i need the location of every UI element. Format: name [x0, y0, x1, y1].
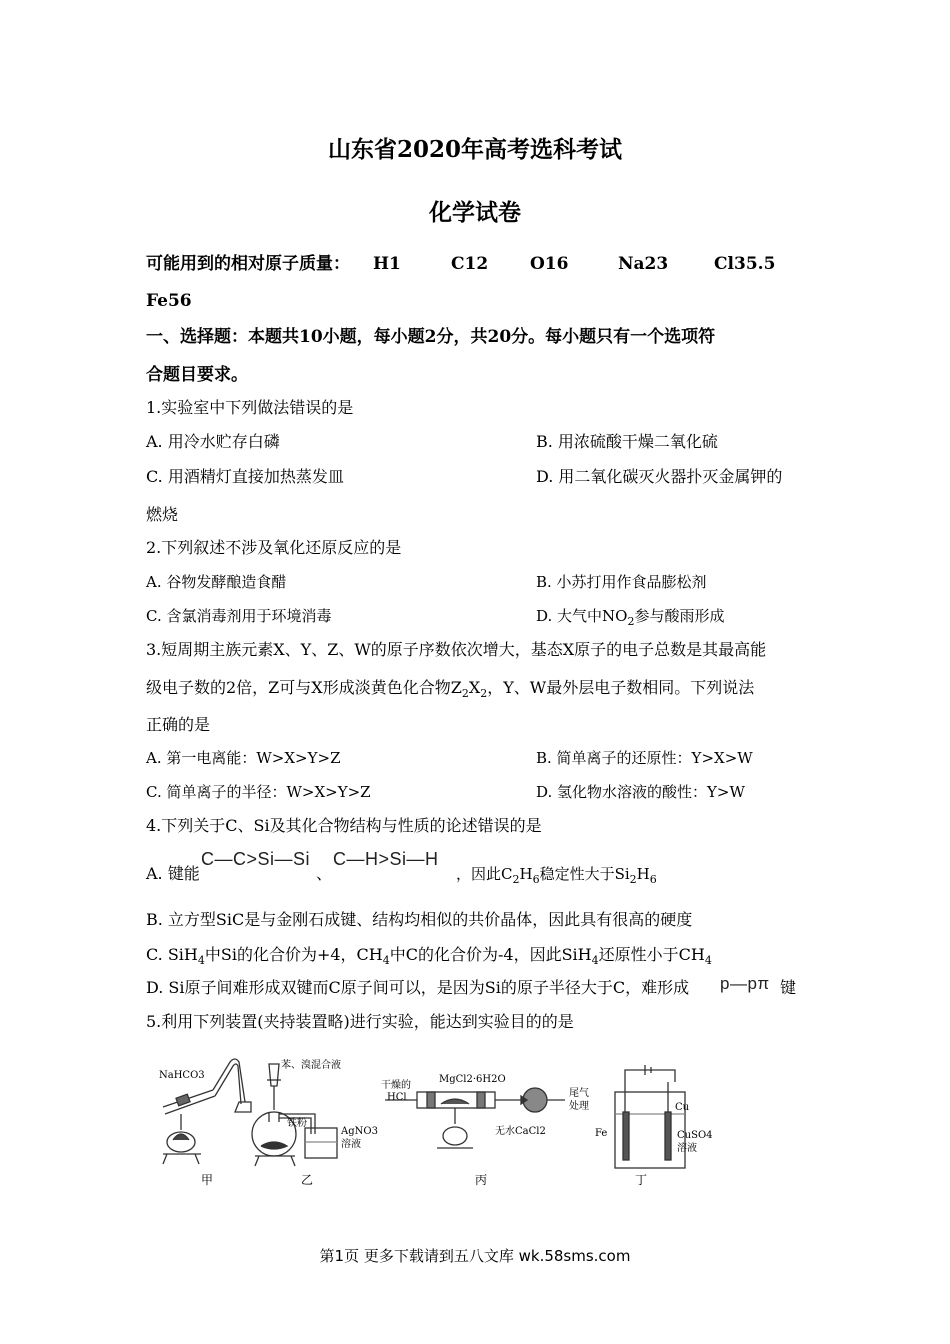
apparatus-yi — [252, 1064, 337, 1166]
label-cuso4: CuSO4 — [677, 1130, 713, 1141]
label-tail-gas: 尾气 — [569, 1088, 589, 1099]
q2-stem: 2.下列叙述不涉及氧化还原反应的是 — [146, 538, 402, 557]
q1-option-b: B. 用浓硫酸干燥二氧化硫 — [536, 432, 718, 451]
q3-option-b: B. 简单离子的还原性：Y>X>W — [536, 749, 753, 767]
label-dry: 干燥的 — [381, 1080, 411, 1091]
mass-h: H1 — [373, 254, 401, 274]
q4-option-c: C. SiH$_4$中Si的化合价为+4，$CH_4$中C的化合价为-4，因此SiH$_4$还原性小于$CH_4$ — [146, 945, 712, 967]
q3-stem-line3: 正确的是 — [146, 715, 211, 734]
q3-stem-line1: 3.短周期主族元素X、Y、Z、W的原子序数依次增大，基态X原子的电子总数是其最高能 — [146, 640, 767, 659]
label-ding: 丁 — [635, 1173, 648, 1187]
q3-option-d: D. 氢化物水溶液的酸性：Y>W — [536, 783, 745, 801]
section-heading-line1: 一、选择题：本题共10小题，每小题2分，共20分。每小题只有一个选项符 — [146, 327, 716, 347]
q1-stem: 1.实验室中下列做法错误的是 — [146, 398, 354, 417]
label-fe: Fe — [595, 1128, 608, 1139]
mass-na: Na23 — [618, 254, 669, 274]
q4-option-d: D. Si原子间难形成双键而C原子间可以，是因为Si的原子半径大于C，难形成 — [146, 978, 690, 997]
label-hcl: HCl — [387, 1092, 407, 1103]
label-jia: 甲 — [201, 1173, 214, 1187]
q4-bond-p-p-pi: p—pπ — [720, 974, 770, 993]
q1-option-d: D. 用二氧化碳灭火器扑灭金属钾的 — [536, 467, 783, 486]
q2-option-b: B. 小苏打用作食品膨松剂 — [536, 573, 707, 591]
q4-option-a-label: A. 键能 — [146, 864, 200, 883]
exam-title: 山东省2020年高考选科考试 — [327, 136, 622, 163]
q4-option-d-tail: 键 — [780, 978, 797, 997]
label-nahco3: NaHCO3 — [159, 1070, 205, 1081]
q2-option-a: A. 谷物发酵酿造食醋 — [146, 573, 287, 591]
label-treatment: 处理 — [569, 1101, 589, 1112]
page-footer: 第1页 更多下载请到五八文库 wk.58sms.com — [319, 1247, 631, 1265]
masses-label: 可能用到的相对原子质量： — [146, 254, 350, 274]
apparatus-ding — [615, 1065, 685, 1168]
label-cu: Cu — [675, 1102, 690, 1113]
mass-fe: Fe56 — [146, 291, 192, 311]
q4-option-b: B. 立方型SiC是与金刚石成键、结构均相似的共价晶体，因此具有很高的硬度 — [146, 910, 693, 929]
q5-apparatus-figure — [155, 1052, 715, 1192]
q3-stem-line2: 级电子数的2倍，Z可与X形成淡黄色化合物$Z_2X_2$，Y、W最外层电子数相同。下列说法 — [146, 678, 755, 700]
label-cuso4-solution: 溶液 — [677, 1143, 697, 1154]
q4-separator: 、 — [316, 864, 333, 883]
q2-option-c: C. 含氯消毒剂用于环境消毒 — [146, 607, 332, 625]
q1-option-c: C. 用酒精灯直接加热蒸发皿 — [146, 467, 344, 486]
label-benzene-bromine: 苯、溴混合液 — [281, 1060, 341, 1071]
q4-bond-ch-sih: C—H>Si—H — [333, 849, 439, 869]
label-agno3: AgNO3 — [341, 1126, 378, 1137]
q1-option-a: A. 用冷水贮存白磷 — [146, 432, 280, 451]
exam-subtitle: 化学试卷 — [429, 199, 521, 226]
mass-c: C12 — [451, 254, 489, 274]
q5-stem: 5.利用下列装置(夹持装置略)进行实验，能达到实验目的的是 — [146, 1012, 574, 1031]
apparatus-bing — [385, 1088, 565, 1148]
q4-option-a-tail: ，因此$C_2H_6$稳定性大于$Si_2H_6$ — [456, 865, 657, 886]
q4-stem: 4.下列关于C、Si及其化合物结构与性质的论述错误的是 — [146, 816, 542, 835]
label-mgcl2: MgCl2·6H2O — [439, 1074, 506, 1085]
label-cacl2: 无水CaCl2 — [495, 1126, 546, 1137]
q3-option-c: C. 简单离子的半径：W>X>Y>Z — [146, 783, 371, 801]
mass-o: O16 — [530, 254, 569, 274]
q3-option-a: A. 第一电离能：W>X>Y>Z — [146, 749, 341, 767]
section-heading-line2: 合题目要求。 — [146, 365, 248, 385]
label-yi: 乙 — [301, 1173, 314, 1187]
label-agno3-solution: 溶液 — [341, 1139, 361, 1150]
q1-option-d-cont: 燃烧 — [146, 505, 179, 524]
label-bing: 丙 — [475, 1173, 488, 1187]
label-iron-powder: 铁粉 — [287, 1118, 307, 1129]
mass-cl: Cl35.5 — [714, 254, 776, 274]
q4-bond-cc-sisi: C—C>Si—Si — [201, 849, 311, 869]
q2-option-d: D. 大气中$NO_2$参与酸雨形成 — [536, 607, 725, 628]
